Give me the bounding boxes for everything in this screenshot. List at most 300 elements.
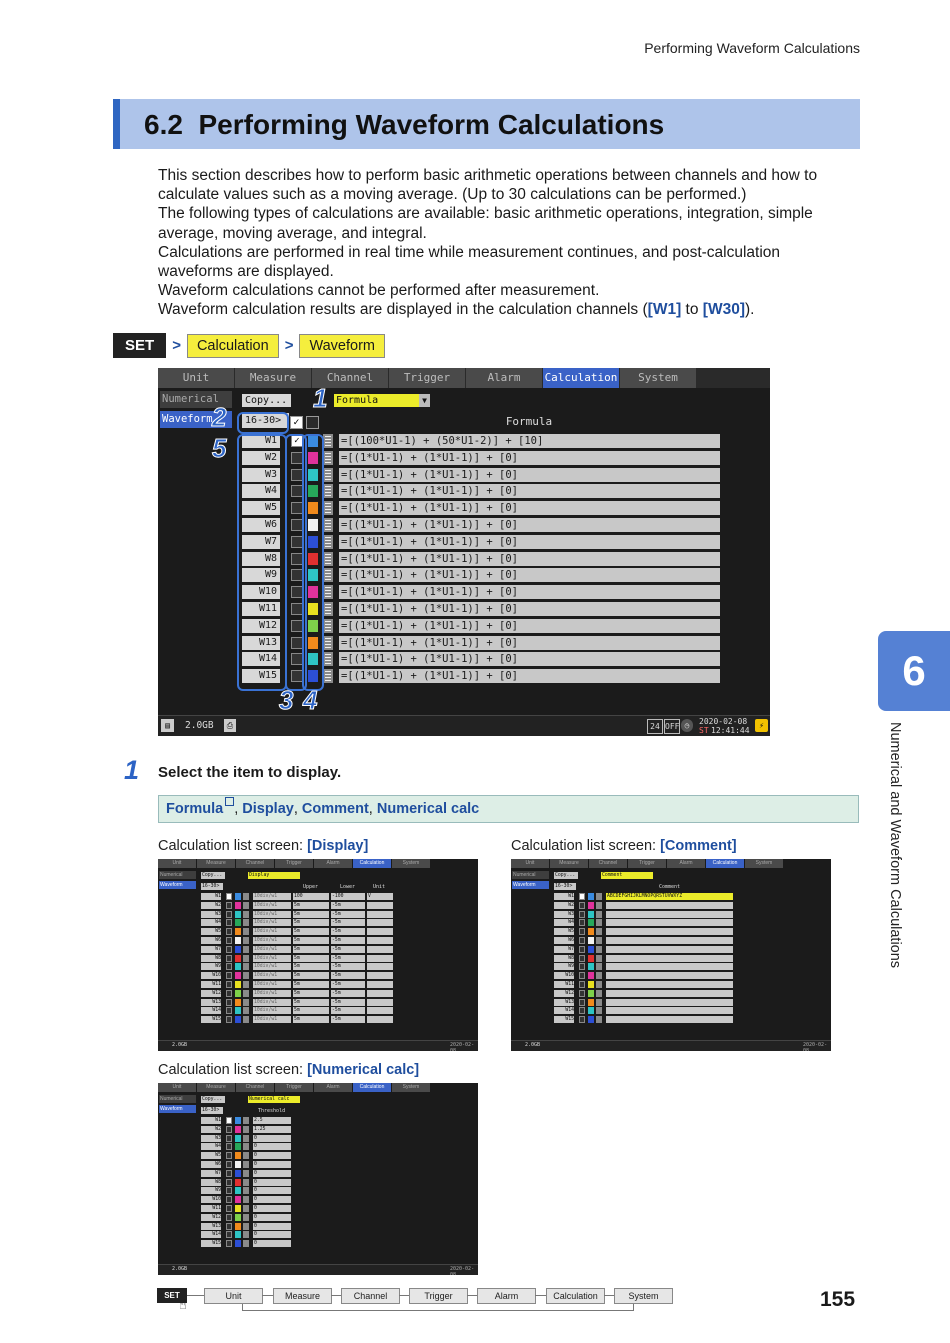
thumb-list-icon [596,893,602,900]
list-icon[interactable] [323,451,333,465]
thumb-check [226,981,232,988]
thumb-comment-field: ABCDEFGHIJKLMNOPQRSTUVWXYZ [606,893,733,900]
thumb-upper: 5m [293,911,329,918]
thumb-check [226,1214,232,1221]
formula-field[interactable]: =[(1*U1-1) + (1*U1-1)] + [0] [339,552,720,566]
thumb-color [235,990,241,997]
range-button[interactable]: 16-30> [242,413,289,428]
channel-name[interactable]: W15 [242,669,280,683]
thumb-channel: W7 [201,946,221,953]
thumb-lower: -5m [331,928,365,935]
step-text: Select the item to display. [158,764,342,781]
thumb-threshold: 0 [253,1205,291,1212]
intro-p3: Calculations are performed in real time while measurement continues, and post-calculation waveforms are displayed. [158,243,781,281]
formula-field[interactable]: =[(1*U1-1) + (1*U1-1)] + [0] [339,518,720,532]
all-color-box[interactable] [306,416,319,429]
thumb-check [226,955,232,962]
path-separator: > [172,337,181,354]
formula-field[interactable]: =[(1*U1-1) + (1*U1-1)] + [0] [339,501,720,515]
caption-prefix: Calculation list screen: [158,1062,308,1078]
thumb-unit [367,999,393,1006]
formula-field[interactable]: =[(1*U1-1) + (1*U1-1)] + [0] [339,636,720,650]
thumb-channel: W15 [201,1016,221,1023]
thumb-lower: -5m [331,981,365,988]
list-icon[interactable] [323,602,333,616]
thumb-color [235,1117,241,1124]
thumb-list-icon [243,1187,249,1194]
thumb-comment-field [606,946,733,953]
thumb-list-icon [243,1179,249,1186]
thumb-tab: Calculation [353,1083,391,1092]
navigation-strip [157,1286,677,1326]
thumb-tab: Measure [197,859,235,868]
option-comment[interactable]: Comment [301,801,369,817]
formula-field[interactable]: =[(1*U1-1) + (1*U1-1)] + [0] [339,652,720,666]
thumb-color [235,937,241,944]
thumb-lower: -5m [331,963,365,970]
thumb-list-icon [243,1231,249,1238]
callout-outline-colors [302,434,324,691]
thumb-comment-field [606,1007,733,1014]
thumb-div: 10div/w1 [253,963,291,970]
thumb-div: 10div/w1 [253,955,291,962]
thumb-header: Comment [659,884,681,890]
callout-outline-selector [330,391,438,413]
thumb-channel: W6 [201,937,221,944]
formula-column-header: Formula [505,415,553,428]
list-icon[interactable] [323,468,333,482]
thumb-unit [367,911,393,918]
thumb-color [235,1170,241,1177]
thumb-channel: W5 [201,1152,221,1159]
waveform-key[interactable]: Waveform [299,334,385,358]
thumb-color [588,990,594,997]
set-key[interactable]: SET [113,333,166,358]
thumb-lower: -5m [331,1007,365,1014]
section-heading-bar [113,99,860,149]
thumb-channel: W2 [201,1126,221,1133]
thumb-comment-field [606,955,733,962]
thumb-color [235,1240,241,1247]
thumb-list-icon [596,972,602,979]
thumb-upper: 5m [293,999,329,1006]
thumb-check [226,946,232,953]
thumb-tab: Channel [236,859,274,868]
thumb-color [235,1196,241,1203]
tab-unit[interactable]: Unit [158,368,234,388]
formula-field[interactable]: =[(1*U1-1) + (1*U1-1)] + [0] [339,585,720,599]
thumb-list-icon [243,1007,249,1014]
side-waveform[interactable]: Waveform [160,411,232,428]
tab-alarm[interactable]: Alarm [466,368,542,388]
thumb-list-icon [243,1152,249,1159]
thumb-tab: Calculation [353,859,391,868]
thumb-upper: 5m [293,919,329,926]
tab-measure[interactable]: Measure [235,368,311,388]
thumb-unit [367,902,393,909]
callout-4: 4 [303,685,318,715]
tab-calculation[interactable]: Calculation [543,368,619,388]
thumb-check [226,999,232,1006]
thumb-unit [367,928,393,935]
thumb-channel: W5 [201,928,221,935]
thumb-color [588,981,594,988]
thumb-upper: 5m [293,1007,329,1014]
power-icon: ⚡ [755,719,768,732]
thumb-channel: W2 [201,902,221,909]
nav-item[interactable]: Trigger [409,1288,468,1304]
option-display[interactable]: Display [242,801,294,817]
thumb-tab: Trigger [275,1083,313,1092]
thumb-div: 10div/w1 [253,928,291,935]
chevron-down-icon: ▼ [419,394,430,407]
nav-item[interactable]: Alarm [477,1288,536,1304]
thumb-channel: W12 [201,990,221,997]
list-icon[interactable] [323,568,333,582]
nav-connector [633,1304,634,1310]
list-icon[interactable] [323,619,333,633]
channel-name[interactable]: W1 [242,434,280,448]
thumb-check [226,1126,232,1133]
thumb-color [235,902,241,909]
thumb-channel: W14 [201,1007,221,1014]
chapter-title-vertical: Numerical and Waveform Calculations [887,722,903,969]
thumb-list-icon [243,1170,249,1177]
channel-name[interactable]: W10 [242,585,280,599]
thumb-color [235,955,241,962]
formula-field[interactable]: =[(1*U1-1) + (1*U1-1)] + [0] [339,535,720,549]
thumb-color [588,893,594,900]
side-numerical[interactable]: Numerical [160,391,232,408]
thumb-list-icon [243,1205,249,1212]
thumb-div: 10div/w1 [253,946,291,953]
list-icon[interactable] [323,434,333,448]
intro-p4: Waveform calculations cannot be performed after measurement. [158,282,600,300]
thumb-check [226,937,232,944]
thumb-check [579,990,585,997]
thumb-lower: -5m [331,955,365,962]
thumb-check [579,928,585,935]
thumb-selector: Comment [601,872,653,879]
thumb-color [235,1126,241,1133]
list-icon[interactable] [323,636,333,650]
formula-field[interactable]: =[(1*U1-1) + (1*U1-1)] + [0] [339,451,720,465]
thumb-threshold: 0 [253,1196,291,1203]
thumb-check [226,1179,232,1186]
list-icon[interactable] [323,669,333,683]
thumb-upper: 5m [293,946,329,953]
all-check-icon[interactable]: ✓ [290,416,303,429]
thumb-check [226,990,232,997]
thumb-check [226,902,232,909]
thumb-color [235,1205,241,1212]
thumb-color [235,911,241,918]
thumb-side-numerical: Numerical [159,1095,196,1103]
formula-field[interactable]: =[(1*U1-1) + (1*U1-1)] + [0] [339,468,720,482]
thumb-unit: V [367,893,393,900]
thumb-threshold: 0 [253,1143,291,1150]
callout-5: 5 [212,433,227,463]
channel-name[interactable]: W8 [242,552,280,566]
list-icon[interactable] [323,518,333,532]
thumb-storage: 2.0GB [525,1042,541,1048]
thumb-list-icon [596,919,602,926]
thumb-list-icon [243,1016,249,1023]
thumb-div: 10div/w1 [253,1016,291,1023]
formula-field[interactable]: =[(1*U1-1) + (1*U1-1)] + [0] [339,669,720,683]
thumb-color [235,1152,241,1159]
formula-field[interactable]: =[(1*U1-1) + (1*U1-1)] + [0] [339,619,720,633]
thumb-unit [367,981,393,988]
thumb-list-icon [243,1223,249,1230]
thumb-upper: 5m [293,1016,329,1023]
thumb-list-icon [243,963,249,970]
page-number: 155 [820,1288,856,1311]
instrument-screen [158,368,770,736]
thumb-check [579,1007,585,1014]
thumb-comment-field [606,1016,733,1023]
thumb-list-icon [243,1117,249,1124]
thumb-date: 2020-02-08 [450,1266,475,1275]
callout-1: 1 [313,383,328,413]
section-title-text: Performing Waveform Calculations [198,109,665,140]
thumb-channel: W15 [554,1016,574,1023]
caption-comment-label: [Comment] [660,838,737,854]
thumb-channel: W6 [554,937,574,944]
thumb-color [235,1007,241,1014]
w30-link[interactable]: [W30] [702,301,745,319]
channel-name[interactable]: W2 [242,451,280,465]
channel-name[interactable]: W13 [242,636,280,650]
formula-field[interactable]: =[(1*U1-1) + (1*U1-1)] + [0] [339,568,720,582]
thumb-channel: W10 [201,972,221,979]
intro-text [158,166,858,320]
tab-system[interactable]: System [620,368,696,388]
thumb-list-icon [596,981,602,988]
thumb-color [588,1007,594,1014]
option-formula[interactable]: Formula [166,801,224,817]
thumb-channel: W9 [201,1187,221,1194]
thumb-list-icon [243,972,249,979]
thumb-list-icon [243,955,249,962]
thumb-range: 16-30> [201,883,223,890]
thumb-list-icon [243,1126,249,1133]
thumb-side-waveform: Waveform [159,1105,196,1113]
thumb-channel: W4 [201,1143,221,1150]
thumb-copy: Copy... [201,1096,225,1103]
status-date: 2020-02-08 [699,717,748,726]
path-separator: > [284,337,294,354]
thumb-channel: W15 [201,1240,221,1247]
chapter-tab: 6 [878,631,950,711]
channel-name[interactable]: W7 [242,535,280,549]
thumb-list-icon [596,911,602,918]
storage-icon: ▤ [161,719,174,732]
thumb-check [579,972,585,979]
thumb-channel: W5 [554,928,574,935]
thumb-div: 10div/w1 [253,990,291,997]
caption-display-label: [Display] [307,838,369,854]
tab-channel[interactable]: Channel [312,368,388,388]
channel-name[interactable]: W5 [242,501,280,515]
thumb-unit [367,955,393,962]
thumb-color [588,972,594,979]
thumb-list-icon [243,937,249,944]
thumb-check [226,1196,232,1203]
thumb-color [235,1223,241,1230]
thumbnail-numcalc-screen [158,1083,478,1275]
thumb-channel: W14 [201,1231,221,1238]
channel-name[interactable]: W3 [242,468,280,482]
thumb-tab: Alarm [314,859,352,868]
clock-icon: ◷ [681,719,693,732]
thumb-copy: Copy... [201,872,225,879]
thumb-storage: 2.0GB [172,1266,188,1272]
nav-item[interactable]: Unit [204,1288,263,1304]
formula-field[interactable]: =[(1*U1-1) + (1*U1-1)] + [0] [339,484,720,498]
nav-item[interactable]: Calculation [546,1288,605,1304]
tab-trigger[interactable]: Trigger [389,368,465,388]
thumb-lower: -5m [331,990,365,997]
thumb-check [579,919,585,926]
thumb-comment-field [606,902,733,909]
option-numerical-calc[interactable]: Numerical calc [376,801,480,817]
thumb-threshold: 0 [253,1152,291,1159]
thumb-list-icon [243,1214,249,1221]
thumb-comment-field [606,981,733,988]
list-icon[interactable] [323,652,333,666]
running-header: Performing Waveform Calculations [644,40,860,56]
nav-connector [242,1310,634,1311]
thumb-color [588,937,594,944]
list-icon[interactable] [323,484,333,498]
thumb-channel: W12 [554,990,574,997]
thumb-list-icon [243,999,249,1006]
thumb-selector: Numerical calc [248,1096,300,1103]
thumb-list-icon [596,1007,602,1014]
thumb-upper: 5m [293,990,329,997]
thumb-lower: -5m [331,911,365,918]
callout-outline-range [237,412,289,434]
printer-icon: ⎙ [224,719,236,732]
status-st: ST [699,726,709,735]
nav-item[interactable]: Measure [273,1288,332,1304]
channel-name[interactable]: W11 [242,602,280,616]
thumb-list-icon [596,990,602,997]
nav-item[interactable]: Channel [341,1288,400,1304]
channel-name[interactable]: W12 [242,619,280,633]
thumb-check [226,1170,232,1177]
thumbnail-display-screen [158,859,478,1051]
nav-set-key[interactable]: SET [157,1288,187,1303]
thumb-channel: W7 [201,1170,221,1177]
thumb-check [226,1117,232,1124]
thumb-unit [367,946,393,953]
thumb-channel: W11 [554,981,574,988]
intro-p2: The following types of calculations are available: basic arithmetic operations, integration, simple average, moving average, and integral. [158,205,813,242]
section-number: 6.2 [144,109,183,140]
thumb-threshold: 2.5 [253,1117,291,1124]
channel-name[interactable]: W9 [242,568,280,582]
display-check-icon[interactable]: ✓ [291,435,303,447]
channel-name[interactable]: W6 [242,518,280,532]
thumb-check [579,911,585,918]
off-icon: OFF [664,719,680,734]
thumb-lower: -5m [331,946,365,953]
thumb-color [588,963,594,970]
list-icon[interactable] [323,535,333,549]
thumb-check [226,1135,232,1142]
thumb-div: 10div/w1 [253,937,291,944]
thumb-upper: 5m [293,928,329,935]
thumb-list-icon [596,902,602,909]
nav-item[interactable]: System [614,1288,673,1304]
thumb-check [226,1205,232,1212]
thumb-threshold: 0 [253,1161,291,1168]
thumb-upper: 5m [293,902,329,909]
thumb-color [235,1179,241,1186]
thumb-channel: W8 [201,1179,221,1186]
list-icon[interactable] [323,552,333,566]
thumb-comment-field [606,911,733,918]
thumb-list-icon [243,1240,249,1247]
thumb-check [226,928,232,935]
thumb-div: 10div/w1 [253,911,291,918]
channel-name[interactable]: W4 [242,484,280,498]
intro-p1: This section describes how to perform basic arithmetic operations between channels and how to calculate values such as a moving average. (Up to 30 calculations can be performed.) [158,167,818,204]
option-separator: , [234,801,243,817]
options-box [158,795,859,823]
channel-name[interactable]: W14 [242,652,280,666]
list-icon[interactable] [323,501,333,515]
thumb-color [235,1231,241,1238]
section-title [144,109,664,141]
thumb-check [579,937,585,944]
thumb-status-bar [158,1040,478,1051]
intro-p5-mid: to [681,301,703,319]
thumb-list-icon [243,1196,249,1203]
thumb-unit [367,1007,393,1014]
thumb-upper: 100 [293,893,329,900]
thumb-channel: W13 [554,999,574,1006]
copy-button[interactable]: Copy... [242,394,291,407]
thumb-channel: W8 [201,955,221,962]
formula-field[interactable]: =[(1*U1-1) + (1*U1-1)] + [0] [339,602,720,616]
thumb-channel: W3 [201,911,221,918]
thumb-copy: Copy... [554,872,578,879]
thumb-color [235,893,241,900]
list-icon[interactable] [323,585,333,599]
thumb-div: 10div/w1 [253,919,291,926]
thumb-threshold: 0 [253,1135,291,1142]
thumb-selector: Display [248,872,300,879]
step-number: 1 [124,755,140,785]
thumb-list-icon [243,919,249,926]
thumb-unit [367,963,393,970]
thumb-div: 10div/w1 [253,999,291,1006]
thumb-upper: 5m [293,937,329,944]
thumb-tab: Trigger [275,859,313,868]
thumb-tab: Channel [589,859,627,868]
calculation-key[interactable]: Calculation [187,334,279,358]
thumb-color [235,1187,241,1194]
thumb-div: 10div/w1 [253,972,291,979]
thumb-threshold: 0 [253,1231,291,1238]
thumb-comment-field [606,937,733,944]
formula-field[interactable]: =[(100*U1-1) + (50*U1-2)] + [10] [339,434,720,448]
w1-link[interactable]: [W1] [647,301,682,319]
thumb-check [226,1007,232,1014]
